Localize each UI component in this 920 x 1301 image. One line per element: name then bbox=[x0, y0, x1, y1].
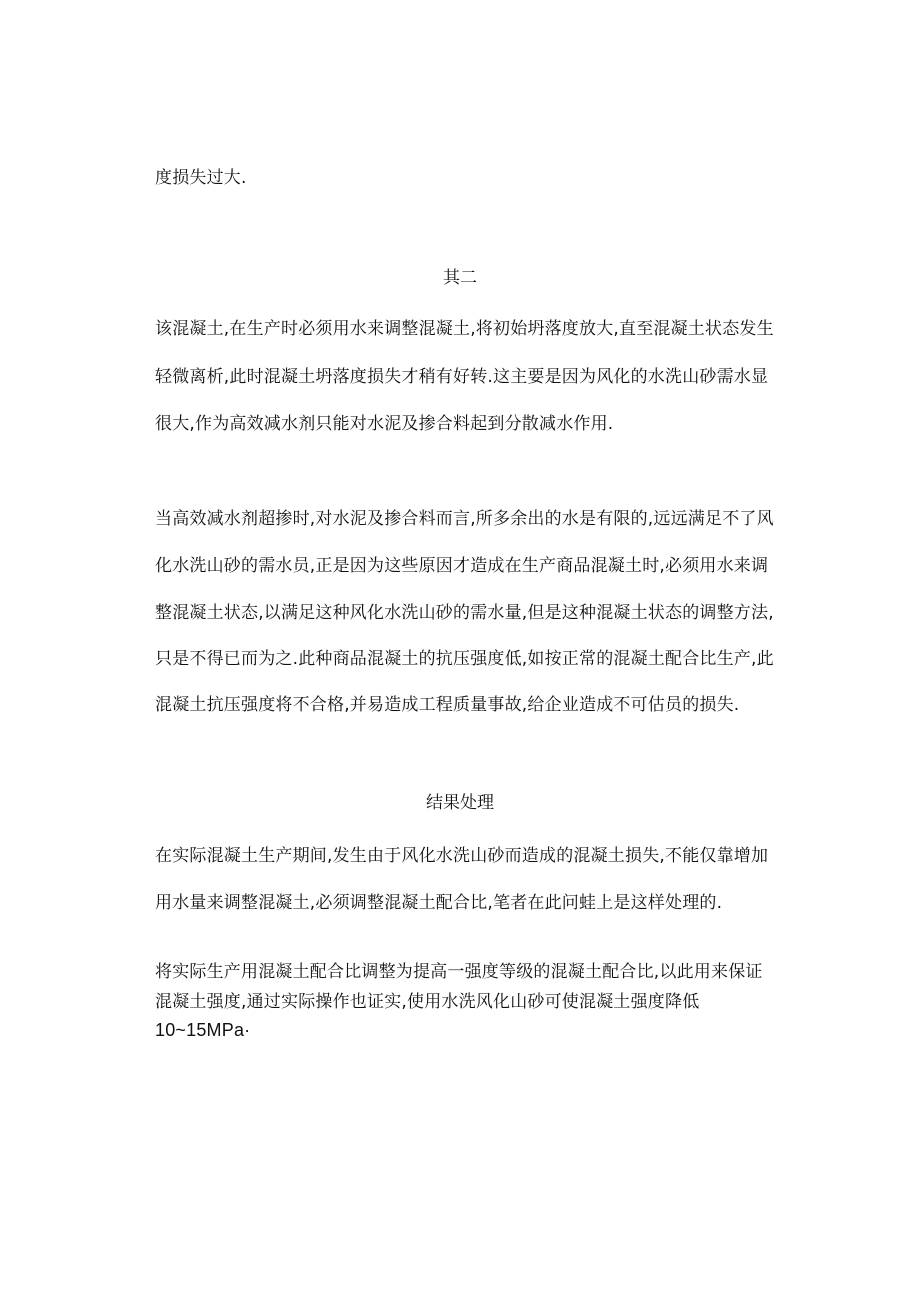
paragraph-line: 混凝土强度,通过实际操作也证实,使用水洗风化山砂可使混凝土强度降低 bbox=[155, 992, 700, 1012]
paragraph-line: 只是不得已而为之.此种商品混凝土的抗压强度低,如按正常的混凝土配合比生产,此 bbox=[155, 649, 774, 669]
paragraph-line: 轻微离析,此时混凝土坍落度损失才稍有好转.这主要是因为风化的水洗山砂需水显 bbox=[155, 367, 769, 387]
section-heading-qier: 其二 bbox=[443, 268, 477, 288]
continuation-text: 度损失过大. bbox=[155, 168, 247, 188]
paragraph-line: 整混凝土状态,以满足这种风化水洗山砂的需水量,但是这种混凝土状态的调整方法, bbox=[155, 603, 774, 623]
paragraph-line: 该混凝土,在生产时必须用水来调整混凝土,将初始坍落度放大,直至混凝土状态发生 bbox=[155, 319, 774, 339]
paragraph-line: 混凝土抗压强度将不合格,并易造成工程质量事故,给企业造成不可估员的损失. bbox=[155, 695, 740, 715]
strength-value-line: 10~15MPa· bbox=[155, 1020, 251, 1040]
paragraph-line: 用水量来调整混凝土,必须调整混凝土配合比,笔者在此问蛙上是这样处理的. bbox=[155, 893, 723, 913]
paragraph-line: 当高效减水剂超掺时,对水泥及掺合料而言,所多余出的水是有限的,远远满足不了风 bbox=[155, 509, 774, 529]
paragraph-line: 很大,作为高效减水剂只能对水泥及掺合料起到分散减水作用. bbox=[155, 414, 614, 434]
paragraph-line: 化水洗山砂的需水员,正是因为这些原因才造成在生产商品混凝土时,必须用水来调 bbox=[155, 556, 769, 576]
section-heading-result: 结果处理 bbox=[426, 793, 494, 813]
paragraph-line: 将实际生产用混凝土配合比调整为提高一强度等级的混凝土配合比,以此用来保证 bbox=[155, 962, 763, 982]
paragraph-line: 在实际混凝土生产期间,发生由于风化水洗山砂而造成的混凝土损失,不能仅靠增加 bbox=[155, 846, 769, 866]
